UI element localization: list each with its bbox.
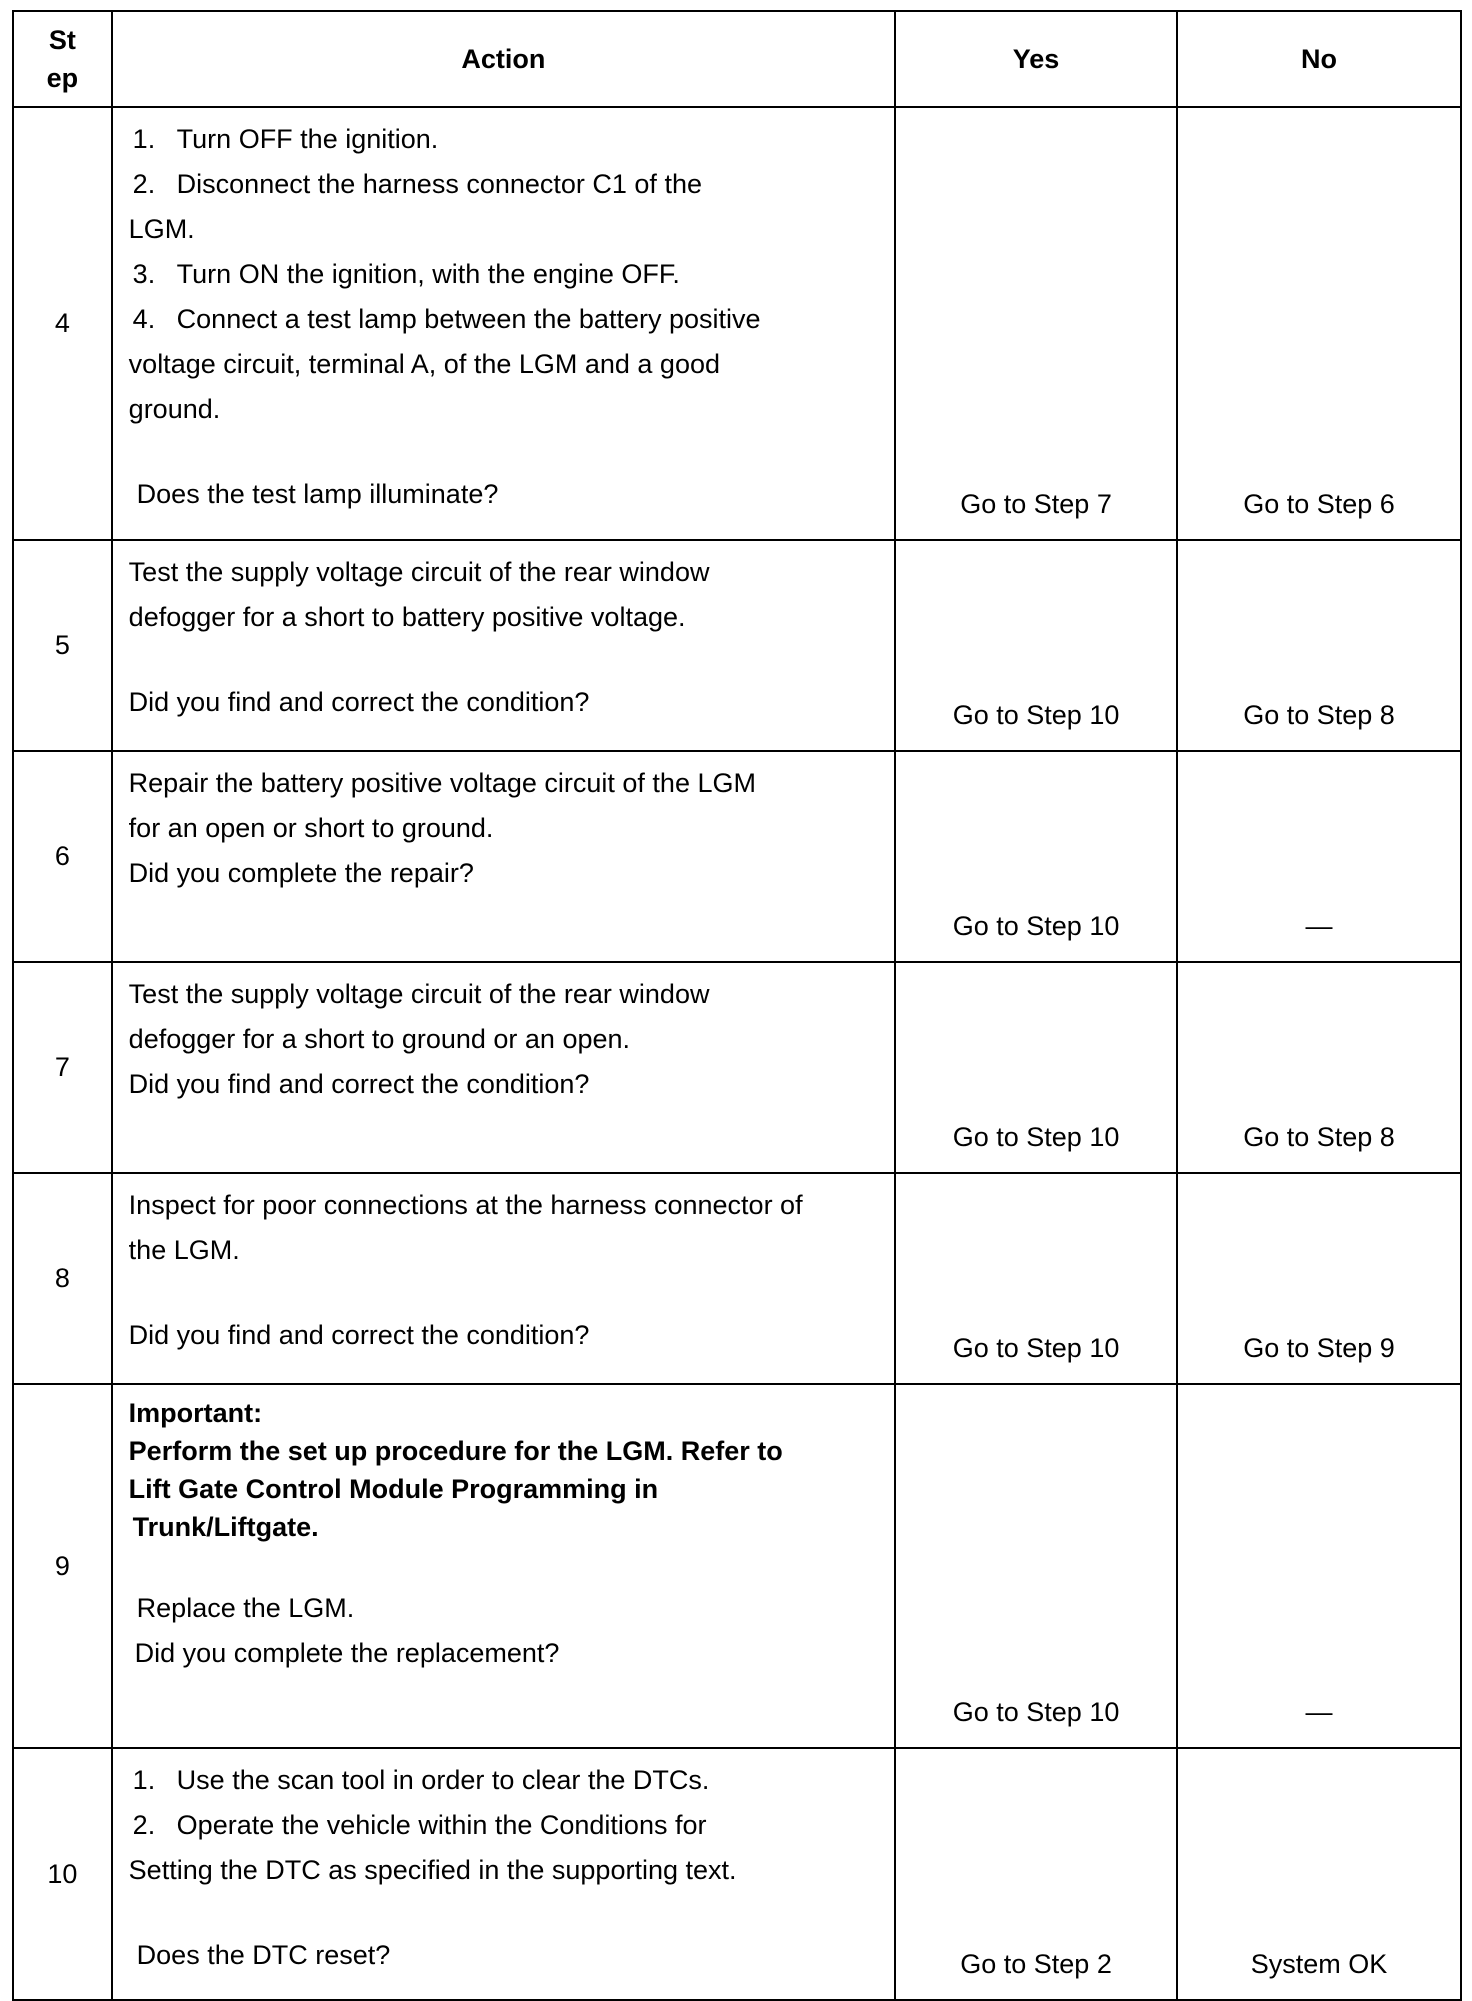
step-number: 9 [13, 1384, 112, 1748]
yes-cell: Go to Step 7 [895, 107, 1177, 540]
action-cell [112, 1384, 895, 1748]
yes-cell: Go to Step 10 [895, 1384, 1177, 1748]
action-cell [112, 751, 895, 962]
table-row [13, 1748, 1461, 2000]
action-line: 4. Connect a test lamp between the battery positive [132, 304, 761, 334]
action-question: Did you complete the replacement? [134, 1638, 560, 1668]
header-yes: Yes [895, 11, 1177, 107]
table-row [13, 107, 1461, 540]
action-question: Did you find and correct the condition? [128, 1320, 590, 1350]
yes-cell: Go to Step 10 [895, 540, 1177, 751]
action-line: voltage circuit, terminal A, of the LGM and a good [128, 349, 720, 379]
action-question: Did you find and correct the condition? [128, 687, 590, 717]
table-row [13, 1384, 1461, 1748]
action-line: 2. Disconnect the harness connector C1 of the [132, 169, 702, 199]
yes-cell: Go to Step 10 [895, 751, 1177, 962]
action-line: Setting the DTC as specified in the supporting text. [128, 1855, 737, 1885]
action-line: LGM. [128, 214, 195, 244]
step-number: 6 [13, 751, 112, 962]
action-line: 1. Use the scan tool in order to clear the DTCs. [132, 1765, 710, 1795]
important-text: Trunk/Liftgate. [132, 1512, 319, 1542]
no-cell: Go to Step 8 [1177, 962, 1461, 1173]
no-cell: Go to Step 9 [1177, 1173, 1461, 1384]
action-cell [112, 1748, 895, 2000]
action-line: ground. [128, 394, 221, 424]
important-text: Perform the set up procedure for the LGM. Refer to [128, 1436, 783, 1466]
step-number: 5 [13, 540, 112, 751]
important-label: Important: [128, 1398, 263, 1428]
action-line: defogger for a short to battery positive voltage. [128, 602, 686, 632]
action-cell [112, 962, 895, 1173]
table-row [13, 962, 1461, 1173]
action-line: defogger for a short to ground or an open. [128, 1024, 631, 1054]
no-cell: Go to Step 8 [1177, 540, 1461, 751]
header-action: Action [112, 11, 895, 107]
action-line: Inspect for poor connections at the harness connector of [128, 1190, 803, 1220]
table-row [13, 751, 1461, 962]
action-line: Test the supply voltage circuit of the rear window [128, 557, 710, 587]
action-line: 2. Operate the vehicle within the Conditions for [132, 1810, 707, 1840]
action-line: Did you complete the repair? [128, 858, 474, 888]
step-number: 8 [13, 1173, 112, 1384]
table-row [13, 540, 1461, 751]
action-question: Does the test lamp illuminate? [136, 479, 499, 509]
step-number: 10 [13, 1748, 112, 2000]
action-cell [112, 107, 895, 540]
action-line: 3. Turn ON the ignition, with the engine OFF. [132, 259, 680, 289]
action-line: Repair the battery positive voltage circuit of the LGM [128, 768, 756, 798]
header-step: St ep [13, 11, 112, 107]
header-no: No [1177, 11, 1461, 107]
action-line: Replace the LGM. [136, 1593, 355, 1623]
no-cell: — [1177, 1384, 1461, 1748]
action-question: Does the DTC reset? [136, 1940, 391, 1970]
yes-cell: Go to Step 10 [895, 962, 1177, 1173]
step-number: 7 [13, 962, 112, 1173]
header-row [13, 11, 1461, 107]
yes-cell: Go to Step 2 [895, 1748, 1177, 2000]
important-text: Lift Gate Control Module Programming in [128, 1474, 659, 1504]
action-line: the LGM. [128, 1235, 240, 1265]
action-line: for an open or short to ground. [128, 813, 494, 843]
action-cell [112, 540, 895, 751]
no-cell: Go to Step 6 [1177, 107, 1461, 540]
action-line: Did you find and correct the condition? [128, 1069, 590, 1099]
step-number: 4 [13, 107, 112, 540]
diagnostic-steps-table [12, 10, 1462, 2001]
action-line: 1. Turn OFF the ignition. [132, 124, 439, 154]
no-cell: — [1177, 751, 1461, 962]
yes-cell: Go to Step 10 [895, 1173, 1177, 1384]
action-line: Test the supply voltage circuit of the rear window [128, 979, 710, 1009]
table-row [13, 1173, 1461, 1384]
no-cell: System OK [1177, 1748, 1461, 2000]
action-cell [112, 1173, 895, 1384]
